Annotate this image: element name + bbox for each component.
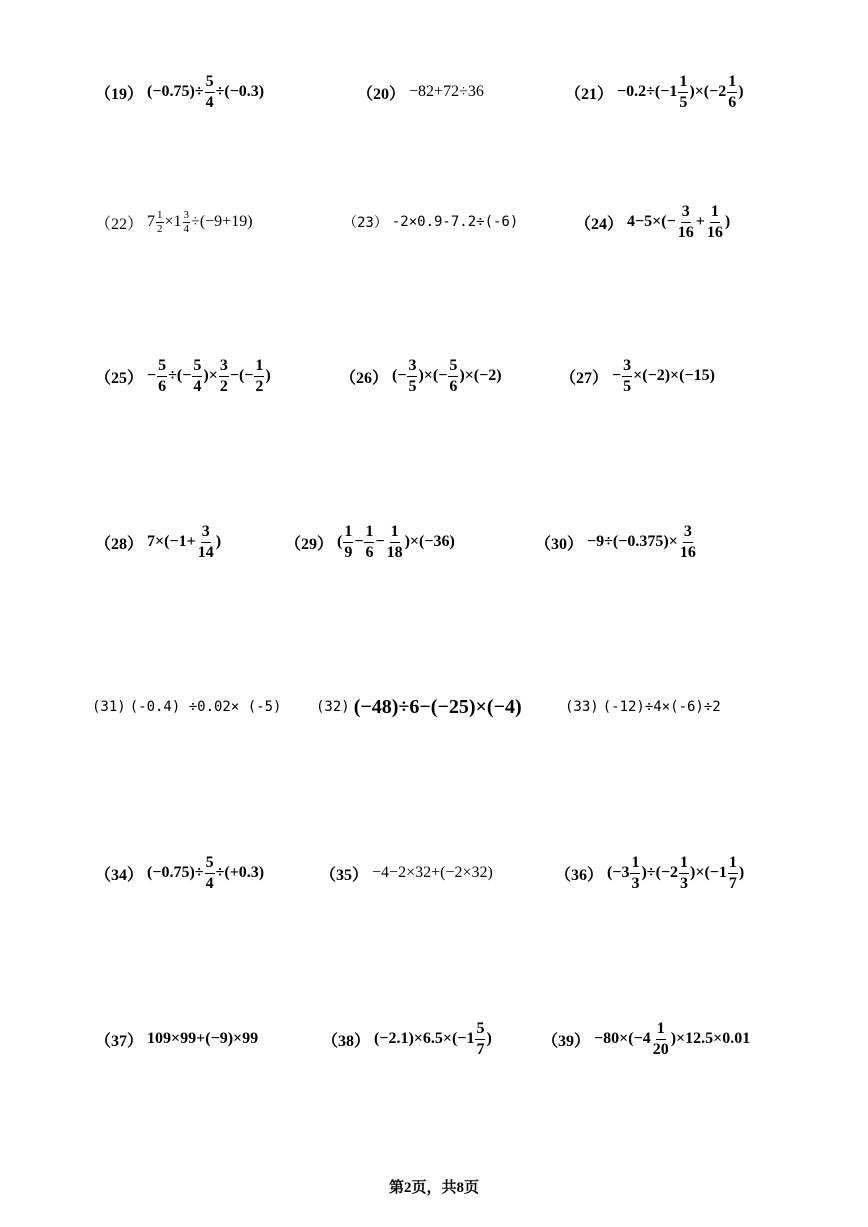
problem-39: （39） −80×(−4 $\frac{1}{20}$ )×12.5×0.01 [542,1019,751,1058]
problem-28: （28） 7×(−1+ $\frac{3}{14}$ ) [95,522,222,561]
problem-26: （26） (− $\frac{3}{5}$ )×(− $\frac{5}{6}$ )×(−2) [340,356,502,395]
problem-27: （27） − $\frac{3}{5}$ ×(−2)×(−15) [560,356,715,395]
problem-32: (32) (−48)÷6−(−25)×(−4) [316,695,522,718]
fraction: $\frac{5}{4}$ [205,72,214,111]
problem-29: （29） ( $\frac{1}{9}$ − $\frac{1}{6}$ − $\frac{1}{18}$ )×(−36) [285,522,455,561]
problem-34: （34） (−0.75)÷ $\frac{5}{4}$ ÷(+0.3) [95,853,265,892]
problem-38: （38） (−2.1)×6.5×(−1 $\frac{5}{7}$ ) [322,1019,492,1058]
problem-23: （23） -2×0.9-7.2÷(-6) [343,214,519,231]
problem-20: （20） −82+72÷36 [357,83,484,103]
problem-21: （21） −0.2÷(−1 $\frac{1}{5}$ )×(−2 $\frac{1}{6}$ ) [565,72,744,111]
problem-31: (31) (-0.4) ÷0.02× (-5) [92,699,282,715]
problem-22: （22） 7 $\frac{1}{2}$ ×1 $\frac{3}{4}$ ÷(−9+19) [95,208,253,235]
problem-30: （30） −9÷(−0.375)× $\frac{3}{16}$ [535,522,696,561]
problem-19: （19） (−0.75)÷ $\frac{5}{4}$ ÷(−0.3) [95,72,265,111]
problem-33: (33) (-12)÷4×(-6)÷2 [565,699,721,715]
problem-24: （24） 4−5×(− $\frac{3}{16}$ + $\frac{1}{16}$ ) [575,202,731,241]
problem-35: （35） −4−2×32+(−2×32) [320,864,493,884]
problem-36: （36） (−3 $\frac{1}{3}$ )÷(−2 $\frac{1}{3}$ )×(−1 $\frac{1}{7}$ ) [555,853,745,892]
problem-37: （37） 109×99+(−9)×99 [95,1030,259,1050]
page-number-footer: 第2页，共8页 [388,1180,479,1196]
problem-25: （25） − $\frac{5}{6}$ ÷(− $\frac{5}{4}$ )× $\frac{3}{2}$ −(− $\frac{1}{2}$ ) [95,356,271,395]
